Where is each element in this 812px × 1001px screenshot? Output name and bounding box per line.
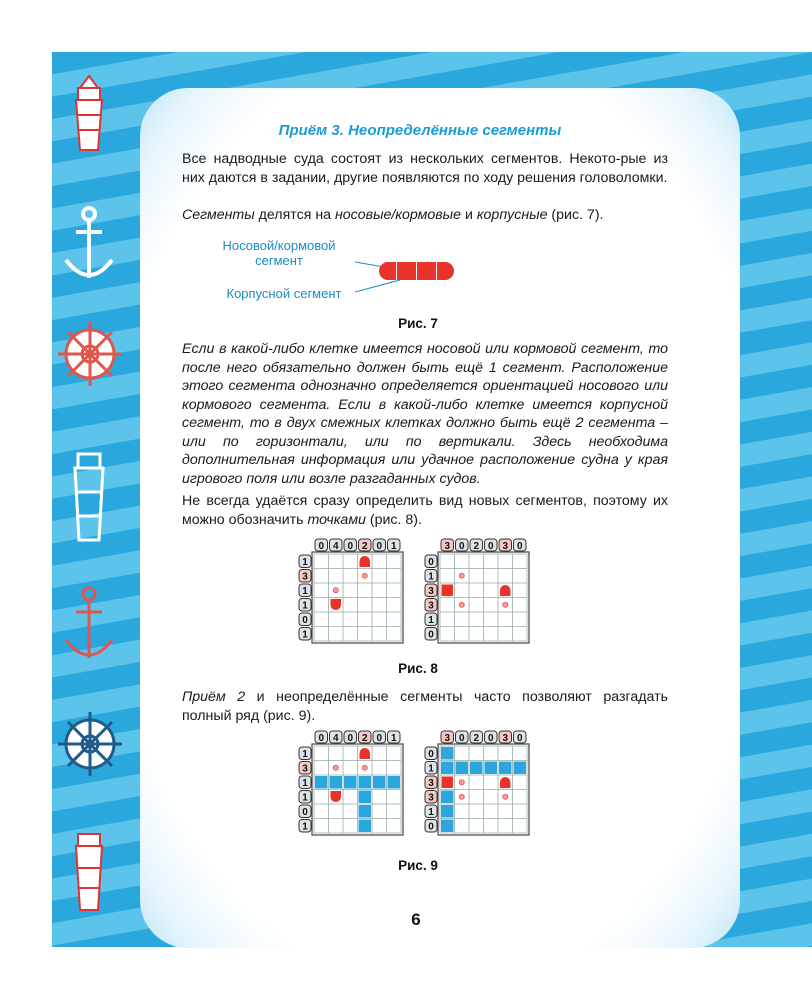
row-clue: 1	[302, 600, 308, 612]
paragraph-dots	[182, 492, 668, 529]
ship-stern-segment	[331, 791, 342, 802]
ship-hull-segment	[397, 262, 416, 280]
unknown-segment-dot	[459, 602, 464, 607]
ship-stern-segment	[437, 262, 454, 280]
column-clue: 0	[487, 733, 494, 744]
row-clue: 0	[302, 615, 308, 626]
row-clue: 1	[428, 763, 434, 775]
puzzle-grid-fig9-right	[424, 730, 540, 848]
anchor-icon	[58, 200, 118, 290]
text-span: и	[461, 207, 477, 223]
figure-caption: Рис. 8	[398, 661, 438, 676]
row-clue: 3	[302, 763, 308, 775]
row-clue: 1	[302, 792, 308, 804]
water-cell	[441, 820, 454, 833]
label-hull: Корпусной сегмент	[226, 286, 342, 301]
unknown-segment-dot	[362, 765, 367, 770]
row-clue: 3	[428, 778, 434, 789]
column-clue: 0	[347, 541, 354, 552]
text-span: Не всегда удаётся сразу определить вид новых сегментов, поэтому их можно обозначить	[182, 493, 668, 528]
page-number: 6	[411, 910, 421, 929]
column-clue: 2	[473, 541, 480, 552]
puzzle-grid-fig9-left	[298, 730, 414, 848]
column-clue: 0	[487, 541, 494, 552]
water-cell	[514, 762, 527, 775]
text-span: корпусные	[476, 207, 548, 223]
ship-stern-segment	[331, 599, 342, 610]
column-clue: 0	[347, 733, 354, 744]
row-clue: 3	[428, 586, 434, 597]
row-clue: 0	[428, 749, 434, 760]
water-cell	[373, 776, 386, 789]
row-clue: 1	[428, 807, 434, 818]
water-cell	[359, 805, 372, 818]
anchor-icon	[58, 580, 118, 670]
column-clue: 3	[502, 541, 509, 552]
text-span: делятся на	[254, 207, 335, 223]
text-span: (рис. 7).	[547, 207, 604, 223]
figure-caption: Рис. 9	[398, 858, 438, 873]
row-clue: 1	[302, 557, 308, 568]
column-clue: 0	[318, 733, 325, 744]
label-bow-stern: Носовой/кормовой сегмент	[222, 238, 336, 268]
row-clue: 1	[302, 586, 308, 597]
unknown-segment-dot	[503, 794, 508, 799]
unknown-segment-dot	[459, 573, 464, 578]
unknown-segment-dot	[333, 765, 338, 770]
puzzle-grid-fig8-right	[424, 538, 540, 656]
row-clue: 0	[428, 821, 434, 833]
ship-segment-diagram	[355, 250, 465, 295]
water-cell	[456, 762, 469, 775]
column-clue: 3	[502, 733, 509, 744]
unknown-segment-dot	[333, 588, 338, 593]
water-cell	[359, 820, 372, 833]
row-clue: 1	[302, 749, 308, 760]
ship-hull-segment	[417, 262, 436, 280]
water-cell	[499, 762, 512, 775]
water-cell	[359, 776, 372, 789]
row-clue: 3	[302, 571, 308, 583]
text-span: и неопределённые сегменты часто позволяют разгадать полный ряд (рис. 9).	[182, 689, 668, 724]
water-cell	[359, 791, 372, 804]
lighthouse-icon	[58, 440, 118, 550]
text-span: (рис. 8).	[365, 511, 422, 528]
water-cell	[441, 747, 454, 760]
lighthouse-icon	[58, 70, 118, 160]
row-clue: 1	[428, 571, 434, 583]
unknown-segment-dot	[459, 780, 464, 785]
column-clue: 3	[444, 733, 451, 744]
row-clue: 3	[428, 792, 434, 804]
ship-hull-segment	[442, 585, 454, 597]
ship-hull-segment	[442, 777, 454, 789]
column-clue: 0	[458, 733, 465, 744]
row-clue: 1	[428, 615, 434, 626]
row-clue: 3	[428, 600, 434, 612]
section-heading: Приём 3. Неопределённые сегменты	[278, 122, 562, 139]
ship-bow-segment	[360, 748, 371, 759]
paragraph-full-row	[182, 688, 668, 725]
column-clue: 0	[318, 541, 325, 552]
water-cell	[441, 805, 454, 818]
column-clue: 2	[361, 733, 368, 744]
row-clue: 1	[302, 778, 308, 789]
text-span: Сегменты	[182, 207, 255, 223]
paragraph-segments	[182, 206, 668, 225]
pointer-line	[355, 280, 400, 292]
column-clue: 0	[516, 733, 523, 744]
unknown-segment-dot	[362, 573, 367, 578]
paragraph-intro: Все надводные суда состоят из нескольких сегментов. Некото-рые из них даются в задании, другие появляются по ходу решения головоломки.	[182, 151, 668, 186]
unknown-segment-dot	[503, 602, 508, 607]
column-clue: 0	[376, 733, 383, 744]
ships-wheel-icon	[58, 700, 122, 790]
row-clue: 0	[428, 629, 434, 641]
water-cell	[441, 762, 454, 775]
column-clue: 3	[444, 541, 451, 552]
water-cell	[441, 791, 454, 804]
water-cell	[388, 776, 401, 789]
text-span: точками	[307, 511, 366, 528]
column-clue: 2	[361, 541, 368, 552]
ship-bow-segment	[360, 556, 371, 567]
row-clue: 0	[428, 557, 434, 568]
row-clue: 0	[302, 807, 308, 818]
text-span: носовые/кормовые	[334, 207, 462, 223]
paragraph-rules: Если в какой-либо клетке имеется носовой или кормовой сегмент, то после него обязательно должен быть ещё 1 сегмент. Расположение этого сегмента однозначно определяется ориентацией носового или кормового сегмента. Если в какой-либо клетке имеется корпусной сегмент, то в двух смежных клетках должно быть ещё 2 сегмента – или по горизонтали, или по вертикали. Здесь необходима дополнительная информация или удачное расположение судна у края игрового поля или возле разгаданных судов.	[182, 341, 668, 487]
column-clue: 4	[332, 733, 339, 744]
unknown-segment-dot	[459, 794, 464, 799]
column-clue: 1	[390, 733, 397, 744]
text-span: Приём 2	[182, 689, 246, 705]
water-cell	[315, 776, 328, 789]
figure-caption: Рис. 7	[398, 316, 438, 331]
water-cell	[330, 776, 343, 789]
lighthouse-icon	[58, 820, 118, 920]
ships-wheel-icon	[58, 310, 122, 400]
puzzle-grid-fig8-left	[298, 538, 414, 656]
water-cell	[470, 762, 483, 775]
column-clue: 1	[390, 541, 397, 552]
column-clue: 0	[516, 541, 523, 552]
column-clue: 2	[473, 733, 480, 744]
row-clue: 1	[302, 629, 308, 641]
column-clue: 0	[458, 541, 465, 552]
water-cell	[344, 776, 357, 789]
ship-bow-segment	[379, 262, 396, 280]
column-clue: 0	[376, 541, 383, 552]
column-clue: 4	[332, 541, 339, 552]
water-cell	[485, 762, 498, 775]
ship-bow-segment	[500, 777, 511, 788]
row-clue: 1	[302, 821, 308, 833]
ship-bow-segment	[500, 585, 511, 596]
